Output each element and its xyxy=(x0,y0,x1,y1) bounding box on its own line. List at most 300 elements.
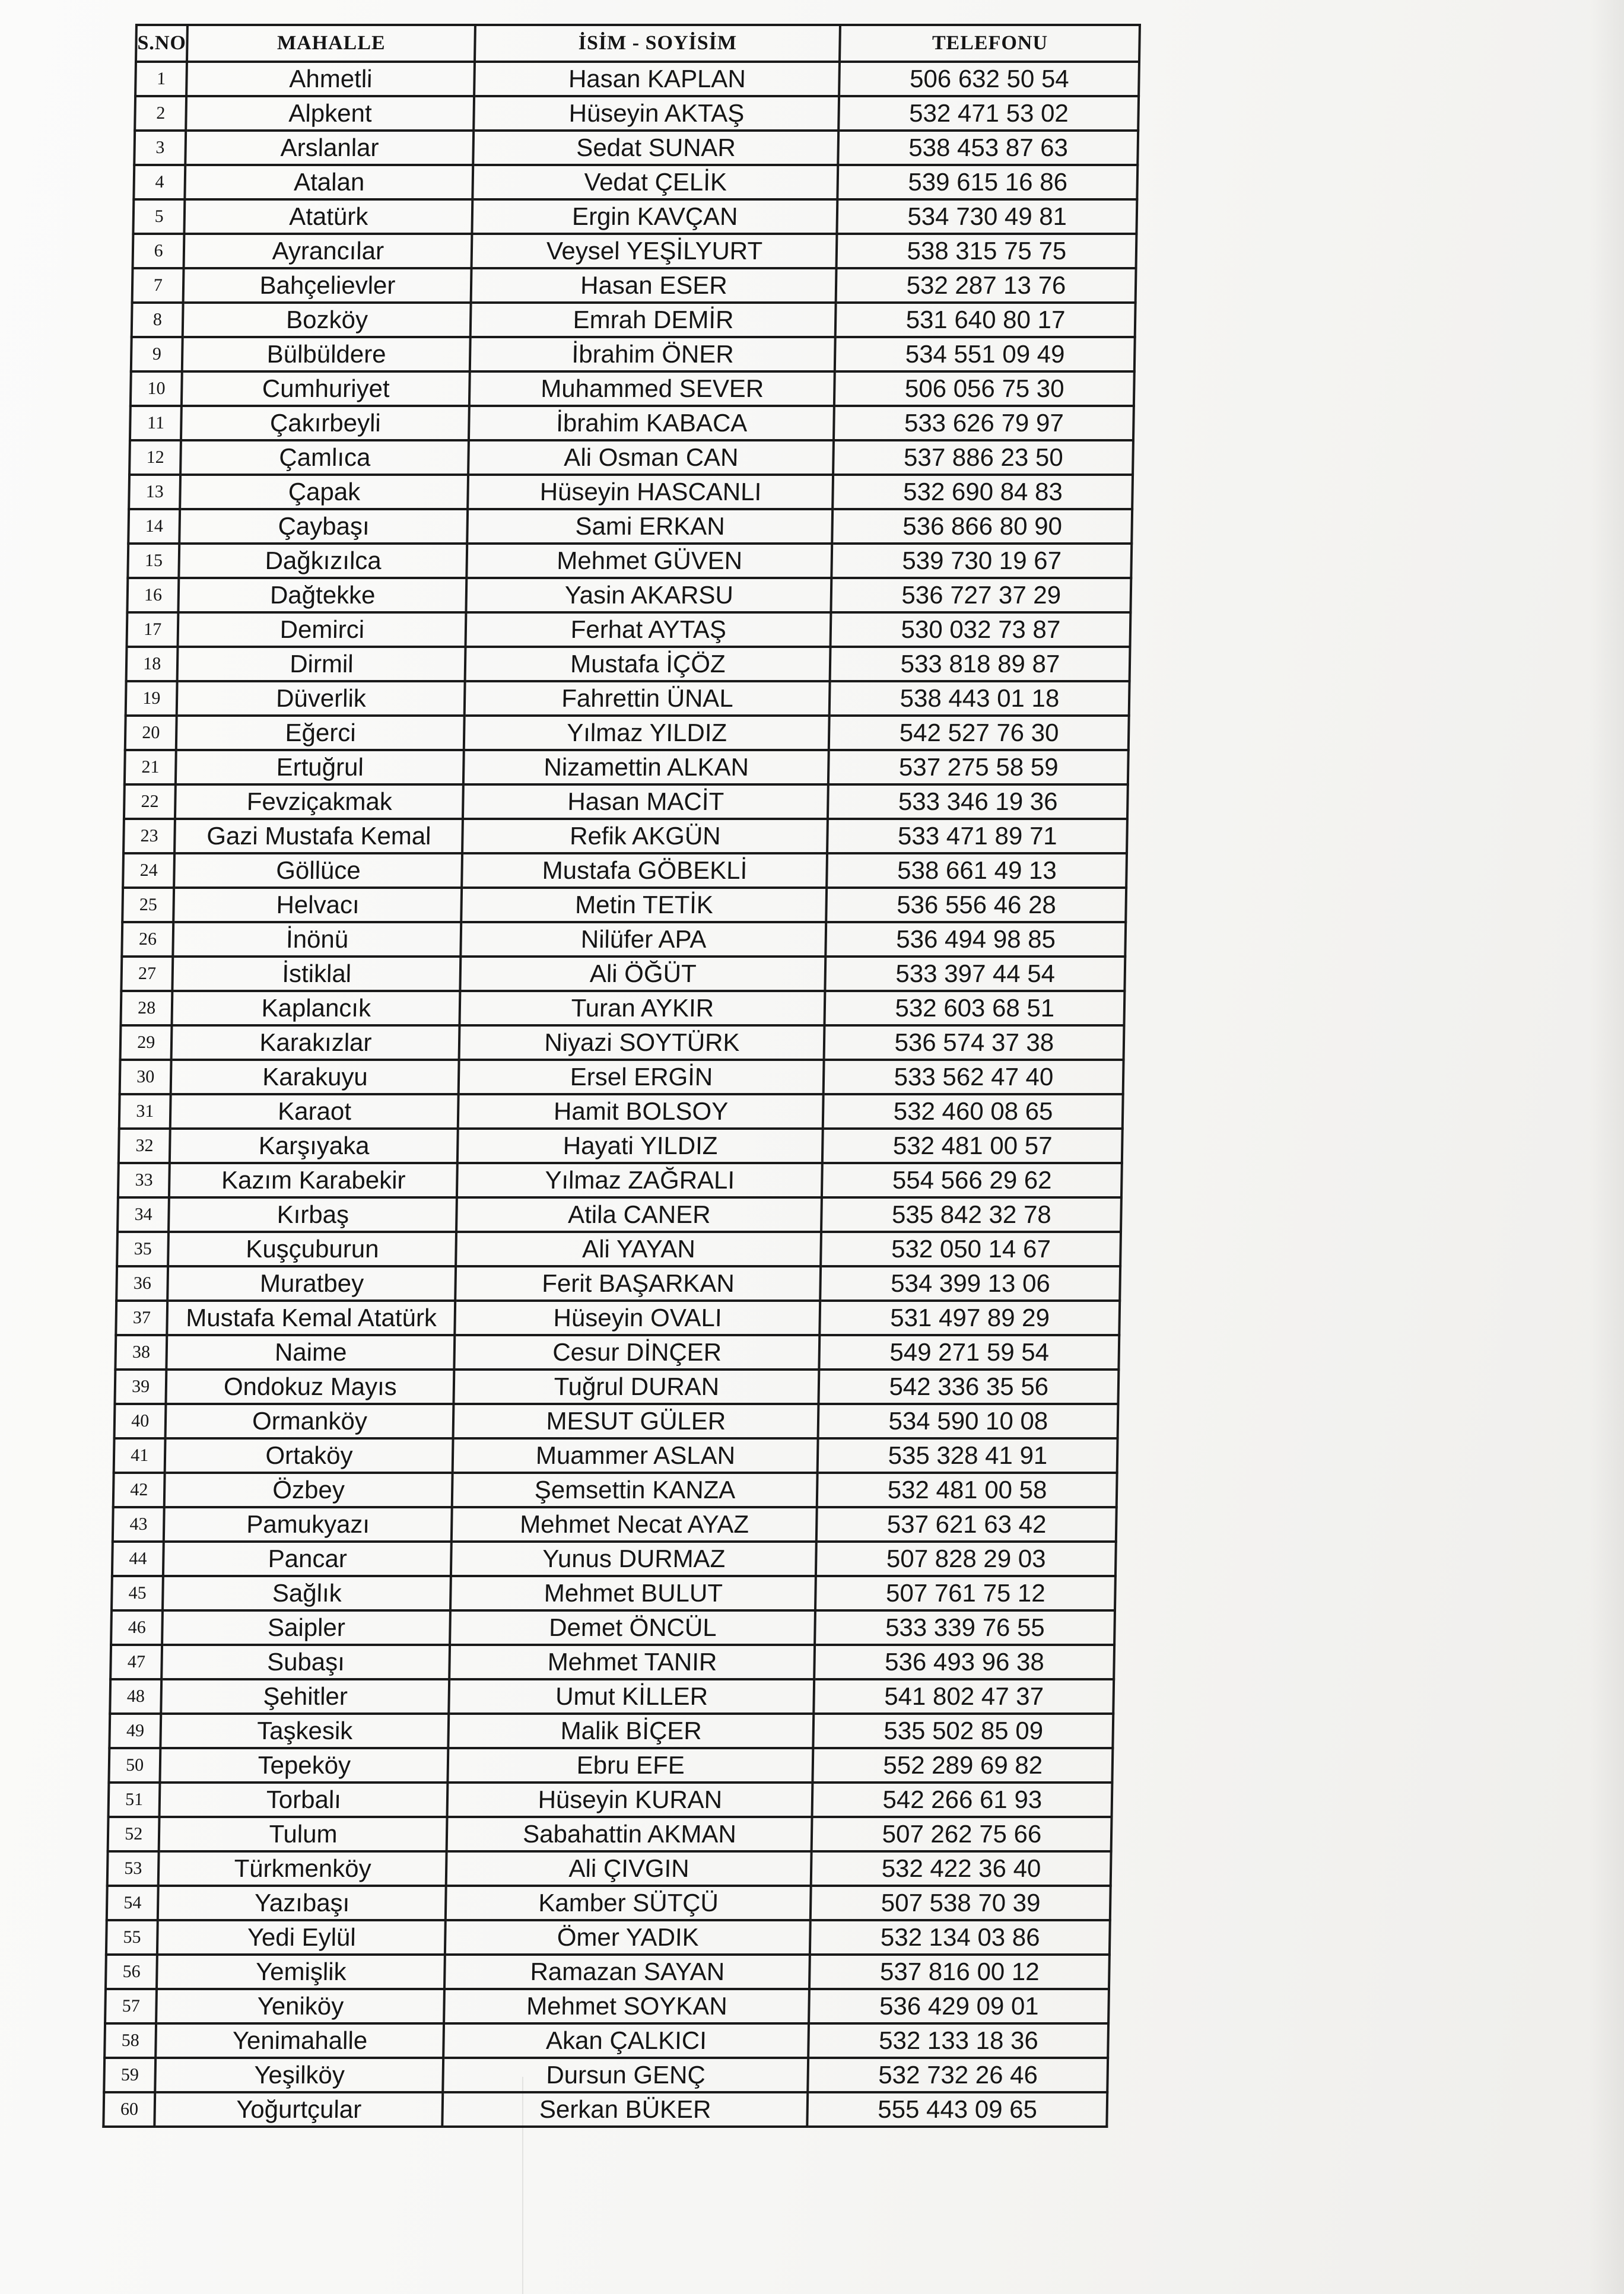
row-number: 47 xyxy=(110,1645,162,1679)
row-telefon: 538 453 87 63 xyxy=(838,131,1139,165)
row-number: 48 xyxy=(110,1679,161,1714)
row-telefon: 530 032 73 87 xyxy=(831,612,1131,647)
row-number: 54 xyxy=(107,1886,158,1920)
row-number: 57 xyxy=(105,1989,157,2023)
row-isim: Ergin KAVÇAN xyxy=(472,199,838,234)
row-mahalle: Karaot xyxy=(170,1094,459,1129)
table-row xyxy=(111,1610,1115,1645)
row-mahalle: Karşıyaka xyxy=(170,1129,458,1163)
row-telefon: 537 816 00 12 xyxy=(809,1955,1110,1989)
row-mahalle: Yeniköy xyxy=(156,1989,444,2023)
row-mahalle: Demirci xyxy=(178,612,466,647)
row-isim: Malik BİÇER xyxy=(449,1714,814,1748)
row-mahalle: İnönü xyxy=(173,922,462,957)
row-telefon: 534 730 49 81 xyxy=(837,199,1137,234)
row-mahalle: Çamlıca xyxy=(180,440,469,475)
row-mahalle: Saipler xyxy=(163,1610,451,1645)
row-number: 6 xyxy=(133,234,185,268)
table-row xyxy=(132,268,1136,303)
row-number: 4 xyxy=(134,165,185,199)
table-row xyxy=(127,612,1131,647)
table-body xyxy=(103,62,1139,2127)
row-telefon: 535 842 32 78 xyxy=(821,1197,1121,1232)
row-mahalle: Taşkesik xyxy=(161,1714,449,1748)
row-number: 56 xyxy=(106,1955,157,1989)
row-isim: Metin TETİK xyxy=(462,888,827,922)
table-row xyxy=(120,991,1124,1025)
row-isim: Vedat ÇELİK xyxy=(473,165,838,199)
row-number: 3 xyxy=(134,131,186,165)
row-isim: İbrahim KABACA xyxy=(469,406,834,440)
row-telefon: 537 275 58 59 xyxy=(828,750,1129,784)
table-row xyxy=(131,337,1135,371)
table-row xyxy=(109,1748,1113,1783)
row-mahalle: Ayrancılar xyxy=(184,234,472,268)
row-isim: İbrahim ÖNER xyxy=(470,337,835,371)
row-isim: Sabahattin AKMAN xyxy=(447,1817,812,1851)
row-number: 32 xyxy=(119,1129,170,1163)
row-number: 45 xyxy=(112,1576,163,1610)
row-telefon: 536 493 96 38 xyxy=(815,1645,1115,1679)
row-isim: Emrah DEMİR xyxy=(471,303,836,337)
row-number: 28 xyxy=(120,991,172,1025)
table-row xyxy=(132,303,1136,337)
table-row xyxy=(126,681,1130,716)
row-mahalle: İstiklal xyxy=(173,957,461,991)
paper-edge-shadow xyxy=(1588,0,1624,2294)
row-isim: Cesur DİNÇER xyxy=(455,1335,820,1370)
row-isim: Veysel YEŞİLYURT xyxy=(472,234,837,268)
row-number: 38 xyxy=(115,1335,167,1370)
row-telefon: 533 562 47 40 xyxy=(824,1060,1124,1094)
row-isim: Mustafa GÖBEKLİ xyxy=(462,853,828,888)
row-telefon: 534 590 10 08 xyxy=(818,1404,1118,1438)
row-isim: Yunus DURMAZ xyxy=(451,1542,816,1576)
row-isim: Ferhat AYTAŞ xyxy=(466,612,831,647)
row-number: 22 xyxy=(124,784,176,819)
table-row xyxy=(135,96,1139,131)
row-number: 37 xyxy=(116,1301,167,1335)
row-telefon: 531 497 89 29 xyxy=(820,1301,1120,1335)
row-mahalle: Atatürk xyxy=(185,199,473,234)
row-mahalle: Düverlik xyxy=(177,681,465,716)
row-number: 17 xyxy=(127,612,179,647)
table-row xyxy=(122,888,1126,922)
row-isim: Ferit BAŞARKAN xyxy=(456,1266,821,1301)
row-mahalle: Ormanköy xyxy=(166,1404,454,1438)
row-telefon: 532 481 00 58 xyxy=(817,1473,1117,1507)
row-telefon: 535 502 85 09 xyxy=(813,1714,1114,1748)
row-mahalle: Çapak xyxy=(180,475,469,509)
row-number: 46 xyxy=(111,1610,163,1645)
row-telefon: 555 443 09 65 xyxy=(808,2092,1108,2127)
row-isim: Serkan BÜKER xyxy=(443,2092,808,2127)
row-isim: Yılmaz YILDIZ xyxy=(464,716,830,750)
row-mahalle: Arslanlar xyxy=(186,131,474,165)
row-mahalle: Yoğurtçular xyxy=(155,2092,443,2127)
row-mahalle: Subaşı xyxy=(162,1645,450,1679)
table-row xyxy=(128,509,1132,544)
table-row xyxy=(122,922,1126,957)
table-row xyxy=(109,1783,1113,1817)
table-row xyxy=(113,1507,1117,1542)
table-row xyxy=(109,1714,1113,1748)
row-isim: Ersel ERGİN xyxy=(459,1060,824,1094)
table-row xyxy=(116,1266,1120,1301)
row-mahalle: Kaplancık xyxy=(172,991,460,1025)
table-row xyxy=(121,957,1125,991)
header-telefon: TELEFONU xyxy=(840,25,1140,62)
row-telefon: 537 886 23 50 xyxy=(833,440,1133,475)
row-isim: Mehmet BULUT xyxy=(450,1576,816,1610)
table-row xyxy=(107,1886,1111,1920)
row-mahalle: Mustafa Kemal Atatürk xyxy=(167,1301,456,1335)
row-isim: Ebru EFE xyxy=(448,1748,813,1783)
row-telefon: 538 315 75 75 xyxy=(837,234,1137,268)
row-mahalle: Fevziçakmak xyxy=(175,784,463,819)
row-mahalle: Yemişlik xyxy=(157,1955,445,1989)
row-mahalle: Yenimahalle xyxy=(156,2023,444,2058)
row-number: 8 xyxy=(132,303,183,337)
row-isim: Hasan MACİT xyxy=(463,784,828,819)
table-row xyxy=(130,406,1134,440)
table-row xyxy=(135,62,1139,96)
row-number: 44 xyxy=(112,1542,164,1576)
row-isim: Dursun GENÇ xyxy=(443,2058,809,2092)
row-number: 20 xyxy=(125,716,177,750)
row-telefon: 542 336 35 56 xyxy=(819,1370,1119,1404)
table-row xyxy=(134,131,1138,165)
row-mahalle: Alpkent xyxy=(186,96,475,131)
row-telefon: 538 443 01 18 xyxy=(830,681,1130,716)
row-mahalle: Yedi Eylül xyxy=(157,1920,446,1955)
row-mahalle: Dağkızılca xyxy=(179,544,468,578)
row-number: 39 xyxy=(115,1370,166,1404)
row-mahalle: Naime xyxy=(167,1335,455,1370)
row-number: 33 xyxy=(118,1163,170,1197)
row-telefon: 532 690 84 83 xyxy=(833,475,1133,509)
row-mahalle: Ertuğrul xyxy=(176,750,464,784)
row-telefon: 536 866 80 90 xyxy=(832,509,1133,544)
row-isim: Yılmaz ZAĞRALI xyxy=(457,1163,822,1197)
table-row xyxy=(124,784,1128,819)
row-number: 36 xyxy=(116,1266,168,1301)
table-row xyxy=(113,1473,1117,1507)
row-isim: Turan AYKIR xyxy=(460,991,825,1025)
row-number: 52 xyxy=(108,1817,160,1851)
row-isim: Demet ÖNCÜL xyxy=(450,1610,816,1645)
row-number: 41 xyxy=(114,1438,166,1473)
row-isim: Sami ERKAN xyxy=(468,509,833,544)
row-telefon: 539 730 19 67 xyxy=(832,544,1132,578)
row-number: 15 xyxy=(128,544,179,578)
table-row xyxy=(110,1645,1114,1679)
row-number: 30 xyxy=(120,1060,171,1094)
contact-table xyxy=(102,24,1141,2128)
table-row xyxy=(106,1920,1110,1955)
row-telefon: 534 551 09 49 xyxy=(835,337,1135,371)
table-row xyxy=(120,1025,1124,1060)
row-number: 59 xyxy=(104,2058,155,2092)
row-telefon: 536 494 98 85 xyxy=(826,922,1126,957)
row-telefon: 533 397 44 54 xyxy=(825,957,1126,991)
row-number: 50 xyxy=(109,1748,160,1783)
row-number: 27 xyxy=(121,957,173,991)
row-isim: MESUT GÜLER xyxy=(453,1404,819,1438)
row-telefon: 538 661 49 13 xyxy=(827,853,1127,888)
row-number: 1 xyxy=(135,62,187,96)
row-isim: Niyazi SOYTÜRK xyxy=(459,1025,825,1060)
header-mahalle: MAHALLE xyxy=(187,25,475,62)
row-telefon: 549 271 59 54 xyxy=(819,1335,1120,1370)
row-mahalle: Eğerci xyxy=(176,716,465,750)
row-mahalle: Bülbüldere xyxy=(182,337,471,371)
row-number: 9 xyxy=(131,337,183,371)
row-telefon: 532 287 13 76 xyxy=(836,268,1136,303)
row-telefon: 506 632 50 54 xyxy=(840,62,1140,96)
table-row xyxy=(133,234,1137,268)
row-number: 34 xyxy=(117,1197,169,1232)
row-mahalle: Kazım Karabekir xyxy=(169,1163,457,1197)
table-row xyxy=(127,578,1131,612)
row-mahalle: Atalan xyxy=(185,165,473,199)
row-isim: Ali YAYAN xyxy=(456,1232,822,1266)
row-telefon: 533 626 79 97 xyxy=(834,406,1134,440)
row-mahalle: Çakırbeyli xyxy=(181,406,469,440)
table-row xyxy=(117,1197,1121,1232)
table-row xyxy=(119,1129,1123,1163)
row-isim: Mehmet GÜVEN xyxy=(467,544,832,578)
table-row xyxy=(114,1438,1118,1473)
row-mahalle: Gazi Mustafa Kemal xyxy=(174,819,463,853)
row-mahalle: Pamukyazı xyxy=(164,1507,452,1542)
row-telefon: 554 566 29 62 xyxy=(822,1163,1122,1197)
row-telefon: 535 328 41 91 xyxy=(818,1438,1118,1473)
row-mahalle: Çaybaşı xyxy=(180,509,468,544)
row-isim: Fahrettin ÜNAL xyxy=(465,681,830,716)
table-row xyxy=(126,647,1130,681)
row-number: 5 xyxy=(133,199,185,234)
row-number: 24 xyxy=(123,853,174,888)
table-row xyxy=(131,371,1134,406)
table-row xyxy=(105,1989,1109,2023)
row-isim: Ali Osman CAN xyxy=(468,440,834,475)
row-number: 11 xyxy=(130,406,182,440)
row-number: 18 xyxy=(126,647,178,681)
row-mahalle: Türkmenköy xyxy=(158,1851,447,1886)
row-mahalle: Torbalı xyxy=(160,1783,448,1817)
row-telefon: 532 481 00 57 xyxy=(822,1129,1123,1163)
table-row xyxy=(123,819,1127,853)
row-number: 25 xyxy=(122,888,174,922)
header-isim: İSİM - SOYİSİM xyxy=(475,25,840,62)
table-row xyxy=(115,1335,1119,1370)
row-isim: Refik AKGÜN xyxy=(462,819,828,853)
table-row xyxy=(116,1301,1120,1335)
row-mahalle: Göllüce xyxy=(174,853,463,888)
row-telefon: 542 527 76 30 xyxy=(829,716,1129,750)
row-mahalle: Tepeköy xyxy=(160,1748,449,1783)
row-telefon: 552 289 69 82 xyxy=(813,1748,1113,1783)
row-number: 16 xyxy=(127,578,179,612)
row-mahalle: Karakuyu xyxy=(171,1060,459,1094)
row-isim: Umut KİLLER xyxy=(449,1679,815,1714)
row-telefon: 532 050 14 67 xyxy=(821,1232,1121,1266)
row-number: 19 xyxy=(126,681,177,716)
table-row xyxy=(117,1232,1121,1266)
header-sno: S.NO xyxy=(136,25,187,62)
row-number: 2 xyxy=(135,96,186,131)
row-number: 60 xyxy=(103,2092,155,2127)
row-telefon: 542 266 61 93 xyxy=(812,1783,1113,1817)
row-number: 7 xyxy=(132,268,184,303)
row-mahalle: Yazıbaşı xyxy=(158,1886,446,1920)
row-isim: Muammer ASLAN xyxy=(453,1438,818,1473)
row-isim: Nilüfer APA xyxy=(461,922,827,957)
row-telefon: 539 615 16 86 xyxy=(838,165,1138,199)
row-number: 12 xyxy=(129,440,181,475)
table-row xyxy=(120,1060,1124,1094)
row-mahalle: Yeşilköy xyxy=(155,2058,444,2092)
table-row xyxy=(112,1542,1116,1576)
row-telefon: 533 339 76 55 xyxy=(815,1610,1115,1645)
row-telefon: 532 460 08 65 xyxy=(823,1094,1123,1129)
table-row xyxy=(129,440,1133,475)
row-telefon: 532 603 68 51 xyxy=(825,991,1125,1025)
table-row xyxy=(104,2023,1108,2058)
row-number: 53 xyxy=(107,1851,159,1886)
row-isim: Akan ÇALKICI xyxy=(444,2023,809,2058)
row-number: 49 xyxy=(109,1714,161,1748)
table-row xyxy=(107,1851,1111,1886)
row-isim: Mehmet SOYKAN xyxy=(444,1989,809,2023)
row-number: 10 xyxy=(131,371,182,406)
row-mahalle: Muratbey xyxy=(168,1266,456,1301)
row-number: 35 xyxy=(117,1232,169,1266)
table-header-row xyxy=(136,25,1140,62)
row-telefon: 532 134 03 86 xyxy=(810,1920,1110,1955)
row-isim: Hüseyin KURAN xyxy=(447,1783,813,1817)
row-isim: Mustafa İÇÖZ xyxy=(465,647,831,681)
row-mahalle: Sağlık xyxy=(163,1576,451,1610)
row-telefon: 533 346 19 36 xyxy=(828,784,1128,819)
row-isim: Atila CANER xyxy=(456,1197,822,1232)
row-isim: Mehmet Necat AYAZ xyxy=(452,1507,817,1542)
table-row xyxy=(129,475,1133,509)
row-mahalle: Dağtekke xyxy=(179,578,467,612)
table-row xyxy=(133,199,1137,234)
row-isim: Hasan ESER xyxy=(471,268,837,303)
row-number: 26 xyxy=(122,922,173,957)
row-telefon: 534 399 13 06 xyxy=(821,1266,1121,1301)
row-isim: Kamber SÜTÇÜ xyxy=(446,1886,811,1920)
row-mahalle: Şehitler xyxy=(161,1679,450,1714)
row-number: 21 xyxy=(125,750,176,784)
row-number: 29 xyxy=(120,1025,172,1060)
row-number: 51 xyxy=(109,1783,160,1817)
table-row xyxy=(103,2092,1107,2127)
row-telefon: 536 574 37 38 xyxy=(824,1025,1124,1060)
row-mahalle: Kırbaş xyxy=(169,1197,457,1232)
table-row xyxy=(128,544,1132,578)
row-telefon: 507 262 75 66 xyxy=(812,1817,1112,1851)
row-telefon: 532 471 53 02 xyxy=(839,96,1139,131)
row-telefon: 532 422 36 40 xyxy=(811,1851,1111,1886)
row-isim: Nizamettin ALKAN xyxy=(463,750,829,784)
row-telefon: 536 727 37 29 xyxy=(831,578,1132,612)
table-row xyxy=(112,1576,1115,1610)
row-isim: Muhammed SEVER xyxy=(469,371,835,406)
row-number: 13 xyxy=(129,475,180,509)
row-number: 42 xyxy=(113,1473,165,1507)
row-telefon: 536 429 09 01 xyxy=(809,1989,1109,2023)
row-number: 23 xyxy=(123,819,175,853)
table-row xyxy=(119,1094,1123,1129)
table-row xyxy=(134,165,1137,199)
row-number: 40 xyxy=(115,1404,166,1438)
row-mahalle: Tulum xyxy=(159,1817,447,1851)
table-row xyxy=(108,1817,1112,1851)
row-mahalle: Bahçelievler xyxy=(183,268,472,303)
row-telefon: 532 133 18 36 xyxy=(809,2023,1109,2058)
row-mahalle: Pancar xyxy=(163,1542,452,1576)
row-telefon: 533 818 89 87 xyxy=(830,647,1130,681)
row-isim: Hayati YILDIZ xyxy=(457,1129,823,1163)
table-row xyxy=(115,1404,1118,1438)
row-telefon: 507 761 75 12 xyxy=(815,1576,1115,1610)
table-row xyxy=(106,1955,1110,1989)
row-telefon: 531 640 80 17 xyxy=(835,303,1136,337)
row-isim: Hamit BOLSOY xyxy=(458,1094,824,1129)
row-number: 31 xyxy=(119,1094,171,1129)
row-isim: Yasin AKARSU xyxy=(466,578,832,612)
row-isim: Ramazan SAYAN xyxy=(444,1955,810,1989)
table-row xyxy=(118,1163,1122,1197)
row-number: 43 xyxy=(113,1507,164,1542)
row-isim: Ali ÖĞÜT xyxy=(460,957,826,991)
row-mahalle: Ondokuz Mayıs xyxy=(166,1370,455,1404)
row-mahalle: Özbey xyxy=(164,1473,453,1507)
row-telefon: 507 828 29 03 xyxy=(816,1542,1116,1576)
row-number: 55 xyxy=(106,1920,158,1955)
row-telefon: 537 621 63 42 xyxy=(816,1507,1117,1542)
table-row xyxy=(104,2058,1108,2092)
row-telefon: 507 538 70 39 xyxy=(811,1886,1111,1920)
table-row xyxy=(125,750,1129,784)
row-mahalle: Karakızlar xyxy=(171,1025,460,1060)
table-row xyxy=(115,1370,1118,1404)
row-isim: Hüseyin OVALI xyxy=(455,1301,821,1335)
row-isim: Tuğrul DURAN xyxy=(454,1370,819,1404)
row-mahalle: Kuşçuburun xyxy=(169,1232,457,1266)
row-isim: Şemsettin KANZA xyxy=(452,1473,818,1507)
table-row xyxy=(125,716,1129,750)
row-mahalle: Dirmil xyxy=(177,647,466,681)
row-isim: Hasan KAPLAN xyxy=(475,62,840,96)
row-telefon: 532 732 26 46 xyxy=(808,2058,1108,2092)
table-row xyxy=(110,1679,1114,1714)
row-mahalle: Bozköy xyxy=(183,303,471,337)
row-mahalle: Ortaköy xyxy=(165,1438,453,1473)
row-mahalle: Helvacı xyxy=(174,888,462,922)
row-isim: Hüseyin AKTAŞ xyxy=(474,96,840,131)
table-row xyxy=(123,853,1127,888)
row-telefon: 536 556 46 28 xyxy=(827,888,1127,922)
row-isim: Mehmet TANIR xyxy=(450,1645,815,1679)
row-isim: Ali ÇIVGIN xyxy=(446,1851,812,1886)
row-telefon: 541 802 47 37 xyxy=(814,1679,1114,1714)
row-isim: Sedat SUNAR xyxy=(473,131,839,165)
